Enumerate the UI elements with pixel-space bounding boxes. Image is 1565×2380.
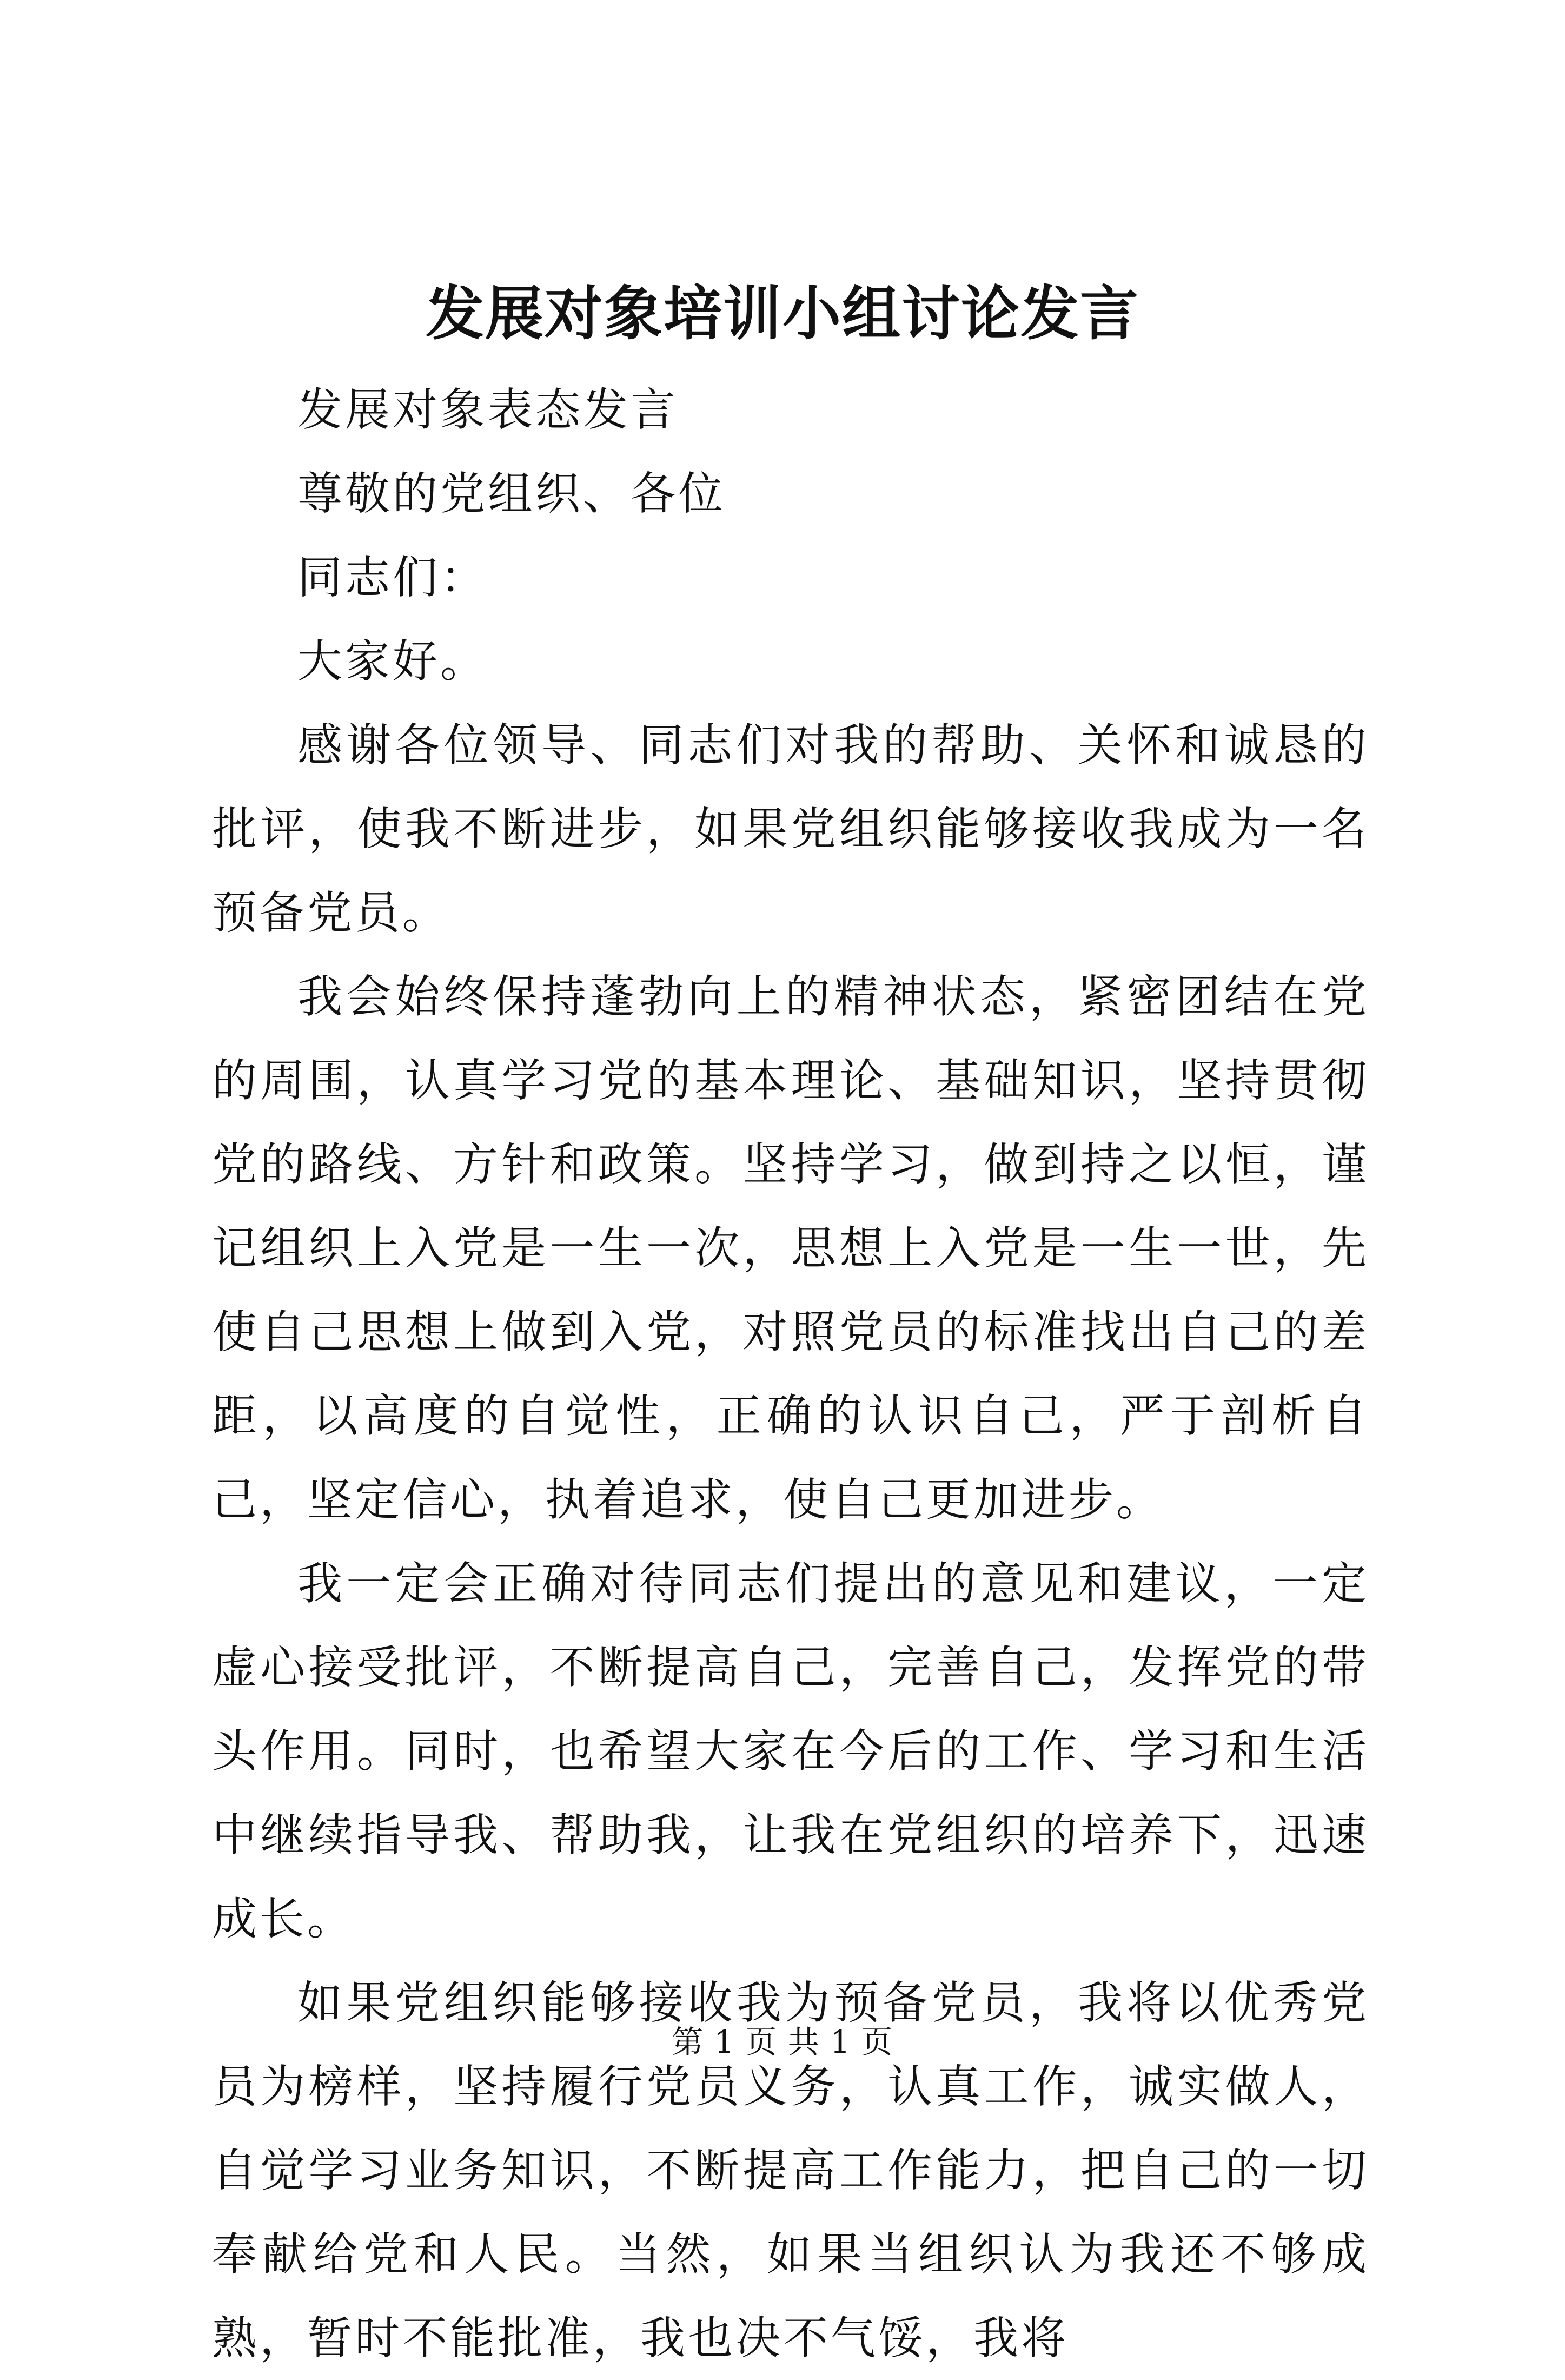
paragraph-greeting: 大家好。 — [297, 635, 488, 687]
paragraph-commitment: 我会始终保持蓬勃向上的精神状态，紧密团结在党的周围，认真学习党的基本理论、基础知识，坚持贯彻党的路线、方针和政策。坚持学习，做到持之以恒，谨记组织上入党是一生一次，思想上入党是一生一世，先使自己思想上做到入党，对照党员的标准找出自己的差距，以高度的自觉性，正确的认识自己，严于剖析自己，坚定信心，执着追求，使自己更加进步。 — [212, 970, 1369, 1526]
document-body — [212, 368, 1369, 2380]
paragraph-salutation: 尊敬的党组织、各位 — [297, 467, 726, 520]
paragraph-heading: 发展对象表态发言 — [297, 384, 678, 436]
paragraph-future-pledge: 如果党组织能够接收我为预备党员，我将以优秀党员为榜样，坚持履行党员义务，认真工作，诚实做人，自觉学习业务知识，不断提高工作能力，把自己的一切奉献给党和人民。当然，如果当组织认为我还不够成熟，暂时不能批准，我也决不气馁，我将 — [212, 1976, 1369, 2364]
paragraph-salutation-continued: 同志们： — [297, 551, 488, 604]
document-title: 发展对象培训小组讨论发言 — [425, 280, 1139, 348]
page-footer: 第 1 页 共 1 页 — [672, 2024, 893, 2060]
paragraph-accept-criticism: 我一定会正确对待同志们提出的意见和建议，一定虚心接受批评，不断提高自己，完善自己，发挥党的带头作用。同时，也希望大家在今后的工作、学习和生活中继续指导我、帮助我，让我在党组织的培养下，迅速成长。 — [212, 1557, 1369, 1945]
paragraph-thanks: 感谢各位领导、同志们对我的帮助、关怀和诚恳的批评，使我不断进步，如果党组织能够接收我成为一名预备党员。 — [212, 719, 1369, 939]
